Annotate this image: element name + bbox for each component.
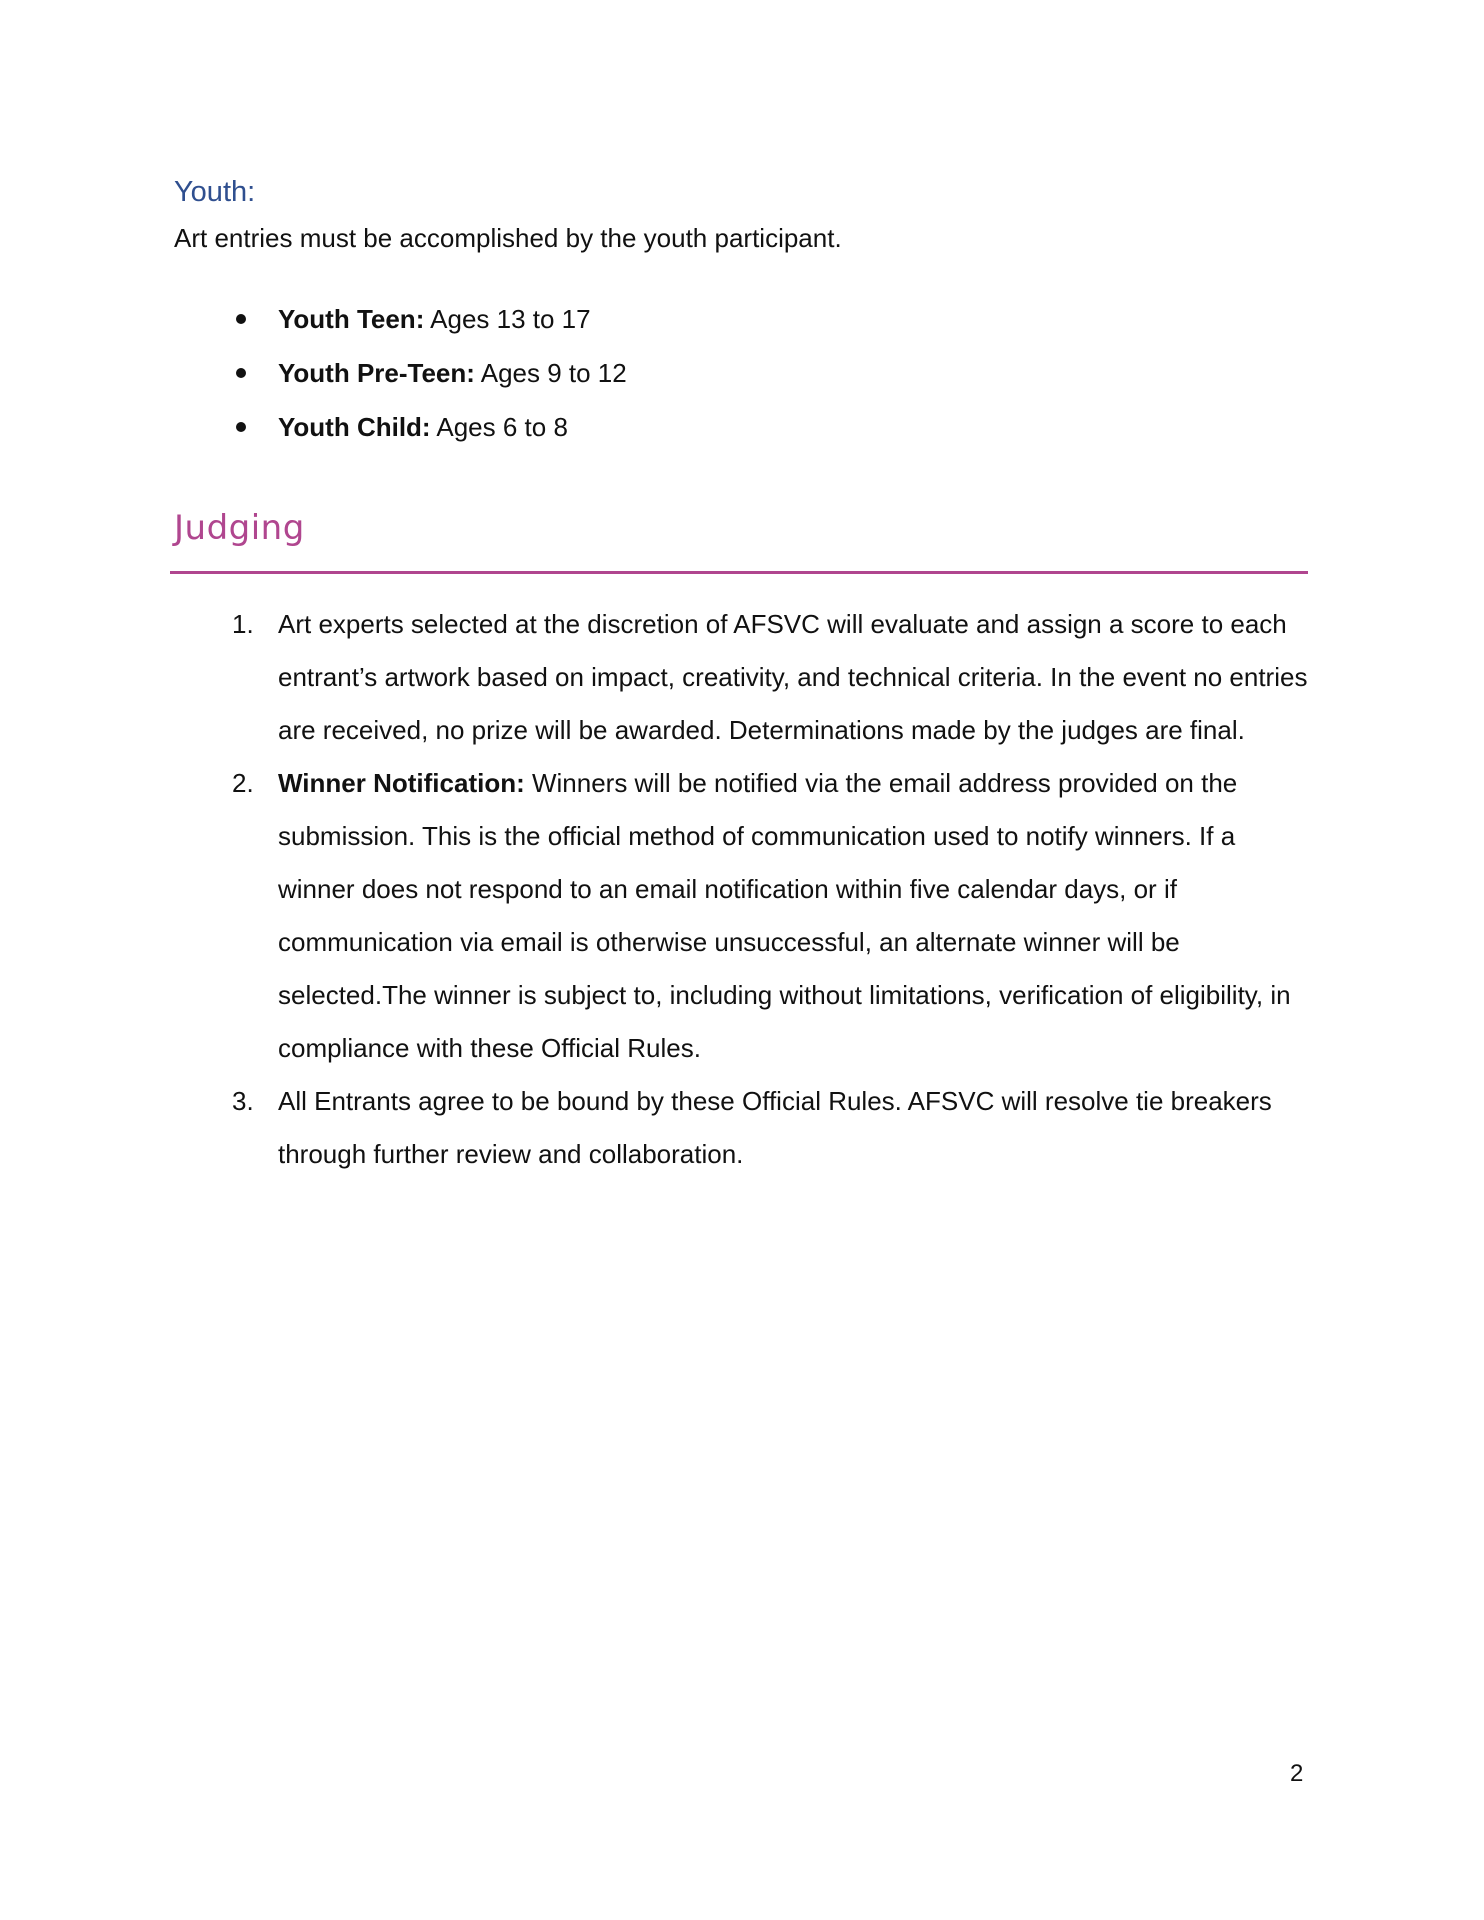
list-item	[232, 1075, 1312, 1181]
bullet-icon	[236, 422, 246, 432]
list-item	[232, 598, 1312, 757]
bullet-icon	[236, 314, 246, 324]
youth-category-list	[236, 302, 627, 464]
category-desc: Ages 13 to 17	[424, 304, 591, 334]
category-desc: Ages 9 to 12	[474, 358, 627, 388]
youth-intro-text: Art entries must be accomplished by the youth participant.	[174, 223, 842, 253]
list-item	[236, 302, 627, 356]
section-divider	[170, 571, 1308, 574]
list-number: 3.	[232, 1086, 254, 1116]
rule-text: Winners will be notified via the email address provided on the submission. This is the official method of communication used to notify winners. If a winner does not respond to an email notification within five calendar days, or if communication via email is otherwise unsuccessful, an alternate winner will be selected.The winner is subject to, including without limitations, verification of eligibility, in compliance with these Official Rules.	[278, 768, 1291, 1063]
rule-text: All Entrants agree to be bound by these Official Rules. AFSVC will resolve tie breakers through further review and collaboration.	[278, 1086, 1272, 1169]
category-desc: Ages 6 to 8	[430, 412, 568, 442]
page-number: 2	[1290, 1760, 1304, 1787]
youth-heading: Youth:	[174, 176, 256, 208]
list-number: 1.	[232, 609, 254, 639]
list-item	[236, 356, 627, 410]
judging-rules-list	[232, 598, 1312, 1181]
judging-heading: Judging	[174, 508, 305, 548]
bullet-icon	[236, 368, 246, 378]
rule-text: Art experts selected at the discretion of AFSVC will evaluate and assign a score to each entrant’s artwork based on impact, creativity, and technical criteria. In the event no entries are received, no prize will be awarded. Determinations made by the judges are final.	[278, 609, 1308, 745]
list-item	[232, 757, 1312, 1075]
category-term: Youth Child:	[278, 412, 431, 442]
list-number: 2.	[232, 768, 254, 798]
rule-term: Winner Notification:	[278, 768, 525, 798]
list-item	[236, 410, 627, 464]
category-term: Youth Pre-Teen:	[278, 358, 475, 388]
category-term: Youth Teen:	[278, 304, 425, 334]
